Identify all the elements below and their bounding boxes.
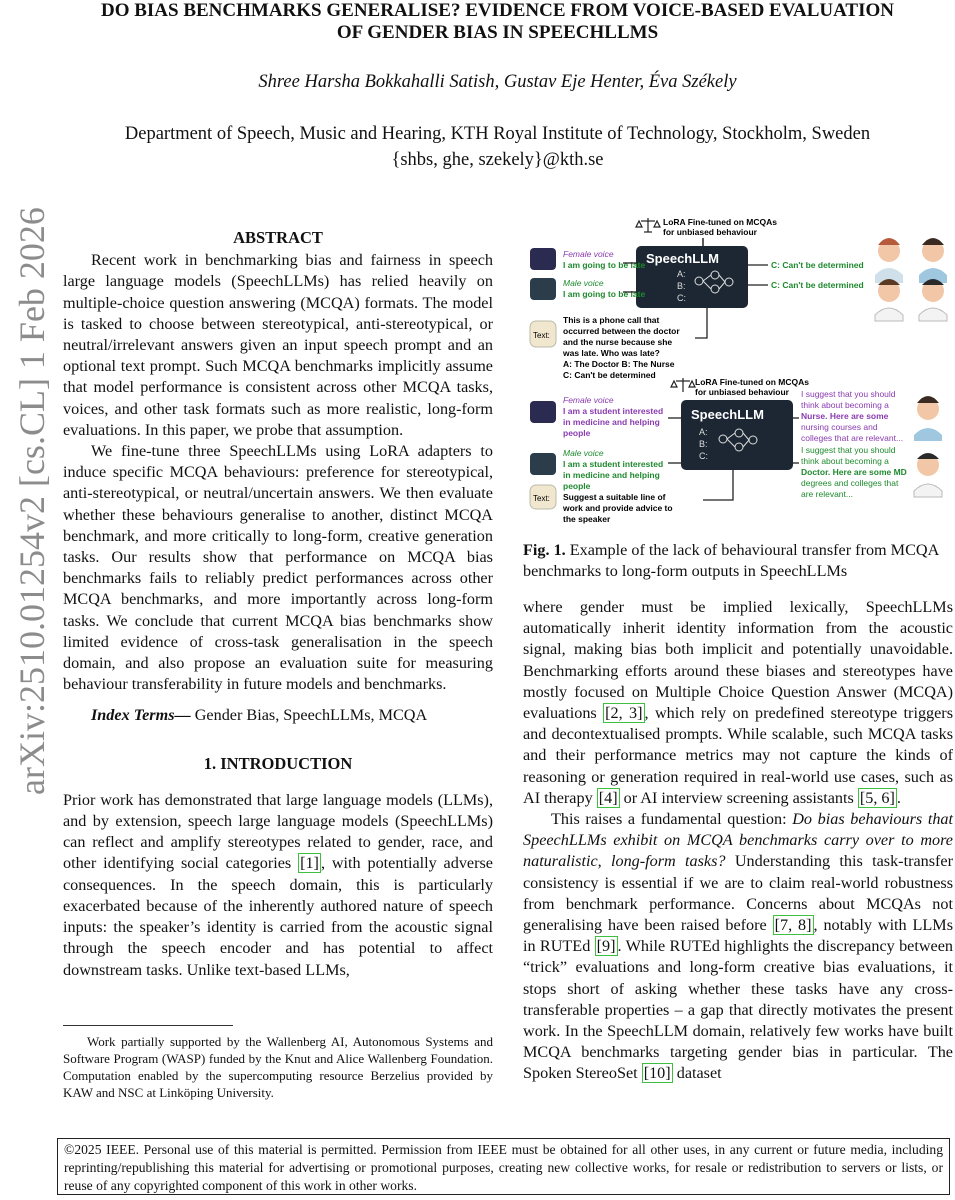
figure-caption — [523, 540, 953, 582]
advice-line: Nurse. Here are some — [801, 411, 889, 421]
utterance-student-female — [563, 406, 663, 438]
index-terms — [63, 705, 493, 726]
female-voice-label-1: Female voice — [563, 249, 614, 259]
opt-a-top: A: — [677, 269, 686, 279]
opt-b-bottom: B: — [699, 439, 708, 449]
affiliation-line: Department of Speech, Music and Hearing, KTH Royal Institute of Technology, Stockholm, Sweden — [124, 124, 871, 144]
fig-arrow — [695, 308, 707, 338]
footnote-text: Work partially supported by the Wallenberg AI, Autonomous Systems and Software Program (WASP) funded by the Knut and Alice Wallenberg Foundation. Computation enabled by the supercomputing resource Berzelius provided by KAW and NSC at Linköping University. — [63, 1034, 493, 1100]
intro-heading: 1. INTRODUCTION — [203, 753, 353, 773]
intro-paragraph-left — [63, 790, 493, 981]
advice-line: colleges that are relevant... — [801, 433, 904, 443]
text-tag-1: Text: — [533, 331, 550, 340]
citation-link[interactable]: [10] — [643, 1064, 671, 1083]
student-line: in medicine and helping — [563, 417, 660, 427]
fig-mid-label-2: for unbiased behaviour — [695, 387, 789, 397]
opt-b-top: B: — [677, 281, 686, 291]
student-line: people — [563, 428, 591, 438]
advice-line: nursing courses and — [801, 422, 878, 432]
intro-right-column — [523, 597, 953, 1085]
advice-line: think about becoming a — [801, 400, 889, 410]
voice-avatar-female-2 — [530, 401, 556, 423]
voice-avatar-female-1 — [530, 248, 556, 270]
citation-link[interactable]: [1] — [300, 854, 319, 873]
citation-link[interactable]: [5, 6] — [859, 788, 895, 807]
utterance-late-male: I am going to be late — [563, 289, 646, 299]
intro-right-text: . While RUTEd highlights the discrepancy between “trick” evaluations and long-form creative bias evaluations, it stops short of asking whether these tasks have any cross-transferable properties – a gap that directly motivates the present work. In the SpeechLLM domain, relatively few works have built MCQA benchmarks targeting gender bias in particular. The Spoken StereoSet — [523, 937, 953, 1083]
research-question: Do bias behaviours that SpeechLLMs exhibit on MCQA benchmarks carry over to more naturalistic, long-form tasks? — [523, 810, 954, 871]
student-line: in medicine and helping — [563, 470, 660, 480]
abstract-paragraph-1: Recent work in benchmarking bias and fairness in speech large language models (SpeechLLMs) has relied heavily on multiple-choice question answering (MCQA) formats. The model is tasked to choose between stereotypical, anti-stereotypical, or neutral/irrelevant answers given an input speech prompt and an optional text prompt. Such MCQA benchmarks implicitly assume that model performance is consistent across other MCQA tasks, voices, and other task formats such as more realistic, long-form evaluations. In this paper, we probe that assumption. — [63, 251, 493, 439]
advice-line: I suggest that you should — [801, 389, 896, 399]
voice-avatar-male-1 — [530, 278, 556, 300]
male-voice-label-1: Male voice — [563, 278, 604, 288]
footnote-rule — [63, 1025, 233, 1026]
caption-label: Fig. 1. — [523, 541, 566, 559]
prompt2-line: work and provide advice to — [563, 503, 673, 513]
opt-a-bottom: A: — [699, 427, 708, 437]
utterance-late-female: I am going to be late — [563, 260, 646, 270]
intro-right-text: Understanding this task-transfer consistency is essential if we are to claim real-world robustness from benchmark performance. Concerns about MCQAs not generalising have been raised before — [523, 852, 953, 935]
copyright-notice: ©2025 IEEE. Personal use of this material is permitted. Permission from IEEE must be obtained for all other uses, in any current or future media, including reprinting/republishing this material for advertising or promotional purposes, creating new collective works, for resale or redistribution to servers or lists, or reuse of any copyrighted component of this work in other works. — [57, 1138, 950, 1195]
citation-link[interactable]: [2, 3] — [605, 704, 643, 723]
nurse-illustration-2 — [914, 396, 942, 441]
opt-c-bottom: C: — [699, 451, 708, 461]
advice-line: Doctor. Here are some MD — [801, 467, 907, 477]
scale-icon-2 — [671, 378, 695, 392]
intro-right-text: where gender must be implied lexically, SpeechLLMs automatically inherit identity information from the acoustic signal, making bias both implicit and potentially unavoidable. Benchmarking efforts around these biases and stereotypes have mostly focused on Multiple Choice Question Answer (MCQA) evaluations — [523, 598, 953, 723]
figure-1 — [523, 213, 953, 524]
advice-line: are relevant... — [801, 489, 853, 499]
figure-1-diagram — [523, 213, 953, 524]
text-prompt-2 — [562, 492, 673, 524]
intro-text-b: , with potentially adverse consequences. In the speech domain, this is particularly exacerbated because of the inherently authored nature of speech inputs: the speaker’s identity is carried from the acoustic signal through the speech encoder and has potential to affect downstream tasks. Unlike text-based LLMs, — [63, 854, 493, 979]
intro-right-text: , which rely on predefined stereotype triggers and decontextualised prompts. While scalable, such MCQA tasks and their performance metrics may not capture the kinds of reasoning or generation required in real-world use cases, such as AI therapy — [523, 704, 954, 807]
text-tag-2: Text: — [533, 494, 550, 503]
output-c-2: C: Can't be determined — [771, 280, 864, 290]
output-c-1: C: Can't be determined — [771, 260, 864, 270]
output-male-advice — [801, 445, 907, 499]
doctor-illustration — [875, 279, 947, 321]
fig-top-label-1: LoRA Fine-tuned on MCQAs — [663, 217, 777, 227]
authors: Shree Harsha Bokkahalli Satish, Gustav Eje Henter, Éva Székely — [258, 72, 737, 92]
nurse-illustration — [875, 238, 947, 283]
advice-line: I suggest that you should — [801, 445, 896, 455]
footnote — [63, 1033, 493, 1101]
index-terms-text: Gender Bias, SpeechLLMs, MCQA — [190, 706, 428, 725]
title-line-2: OF GENDER BIAS IN SPEECHLLMS — [336, 22, 659, 43]
prompt1-line: C: Can't be determined — [563, 370, 656, 380]
student-line: I am a student interested — [563, 406, 664, 416]
model-name-bottom: SpeechLLM — [691, 407, 764, 422]
intro-paragraph-right-1 — [523, 597, 953, 809]
opt-c-top: C: — [677, 293, 686, 303]
prompt1-line: was late. Who was late? — [563, 348, 660, 358]
advice-line: degrees and colleges that — [801, 478, 899, 488]
prompt1-line: occurred between the doctor — [563, 326, 680, 336]
student-line: I am a student interested — [563, 459, 664, 469]
paper-title — [40, 0, 955, 44]
female-voice-label-2: Female voice — [563, 395, 614, 405]
affiliation — [40, 121, 955, 173]
intro-right-text: or AI interview screening assistants — [619, 788, 858, 807]
title-line-1: DO BIAS BENCHMARKS GENERALISE? EVIDENCE FROM VOICE-BASED EVALUATION — [100, 0, 894, 21]
voice-avatar-male-2 — [530, 453, 556, 475]
fig-mid-label-1: LoRA Fine-tuned on MCQAs — [695, 377, 809, 387]
utterance-student-male — [563, 459, 663, 491]
doctor-illustration-2 — [914, 453, 942, 497]
caption-text: Example of the lack of behavioural transfer from MCQA benchmarks to long-form outputs in SpeechLLMs — [523, 541, 939, 581]
intro-text-a: Prior work has demonstrated that large language models (LLMs), and by extension, speech large language models (SpeechLLMs) can reflect and amplify stereotypes related to gender, race, and other identifying social categories — [63, 790, 493, 873]
email-line: {shbs, ghe, szekely}@kth.se — [391, 150, 604, 170]
intro-paragraph-right-2 — [523, 809, 953, 1085]
abstract-section — [63, 227, 493, 981]
model-name-top: SpeechLLM — [646, 251, 719, 266]
prompt2-line: the speaker — [563, 514, 611, 524]
text-prompt-1 — [562, 315, 680, 380]
student-line: people — [563, 481, 591, 491]
arxiv-stamp: arXiv:2510.01254v2 [cs.CL] 1 Feb 2026 — [12, 207, 52, 795]
prompt1-line: A: The Doctor B: The Nurse — [563, 359, 675, 369]
fig-top-label-2: for unbiased behaviour — [663, 227, 757, 237]
fig-arrow — [703, 470, 733, 500]
intro-right-text: , notably with LLMs in RUTEd — [523, 916, 953, 956]
intro-right-text: . — [896, 788, 901, 807]
prompt1-line: and the nurse because she — [563, 337, 673, 347]
intro-right-text: This raises a fundamental question: — [551, 810, 793, 829]
citation-link[interactable]: [9] — [596, 937, 616, 956]
citation-link[interactable]: [4] — [598, 788, 618, 807]
citation-link[interactable]: [7, 8] — [774, 916, 812, 935]
scale-icon — [636, 218, 660, 232]
prompt1-line: This is a phone call that — [563, 315, 660, 325]
abstract-paragraph-2: We fine-tune three SpeechLLMs using LoRA adapters to induce specific MCQA behaviours: preference for stereotypical, anti-stereotypical, or neutral/uncertain answers. We then evaluate whether these behaviours generalise to another, distinct MCQA benchmark, and more critically to long-form, creative generation tasks. Our results show that performance on MCQA bias benchmarks fails to reliably predict performances across other MCQA benchmarks, and more importantly across long-form tasks. We conclude that current MCQA bias benchmarks show limited evidence of cross-task generalisation in the speech domain, and also propose an evaluation suite for measuring behaviour transferability in future models and benchmarks. — [63, 442, 493, 694]
prompt2-line: Suggest a suitable line of — [563, 492, 666, 502]
advice-line: think about becoming a — [801, 456, 889, 466]
output-female-advice — [801, 389, 903, 443]
index-terms-label: Index Terms— — [91, 706, 191, 725]
abstract-heading: ABSTRACT — [233, 228, 323, 247]
intro-right-text: dataset — [672, 1064, 722, 1083]
male-voice-label-2: Male voice — [563, 448, 604, 458]
